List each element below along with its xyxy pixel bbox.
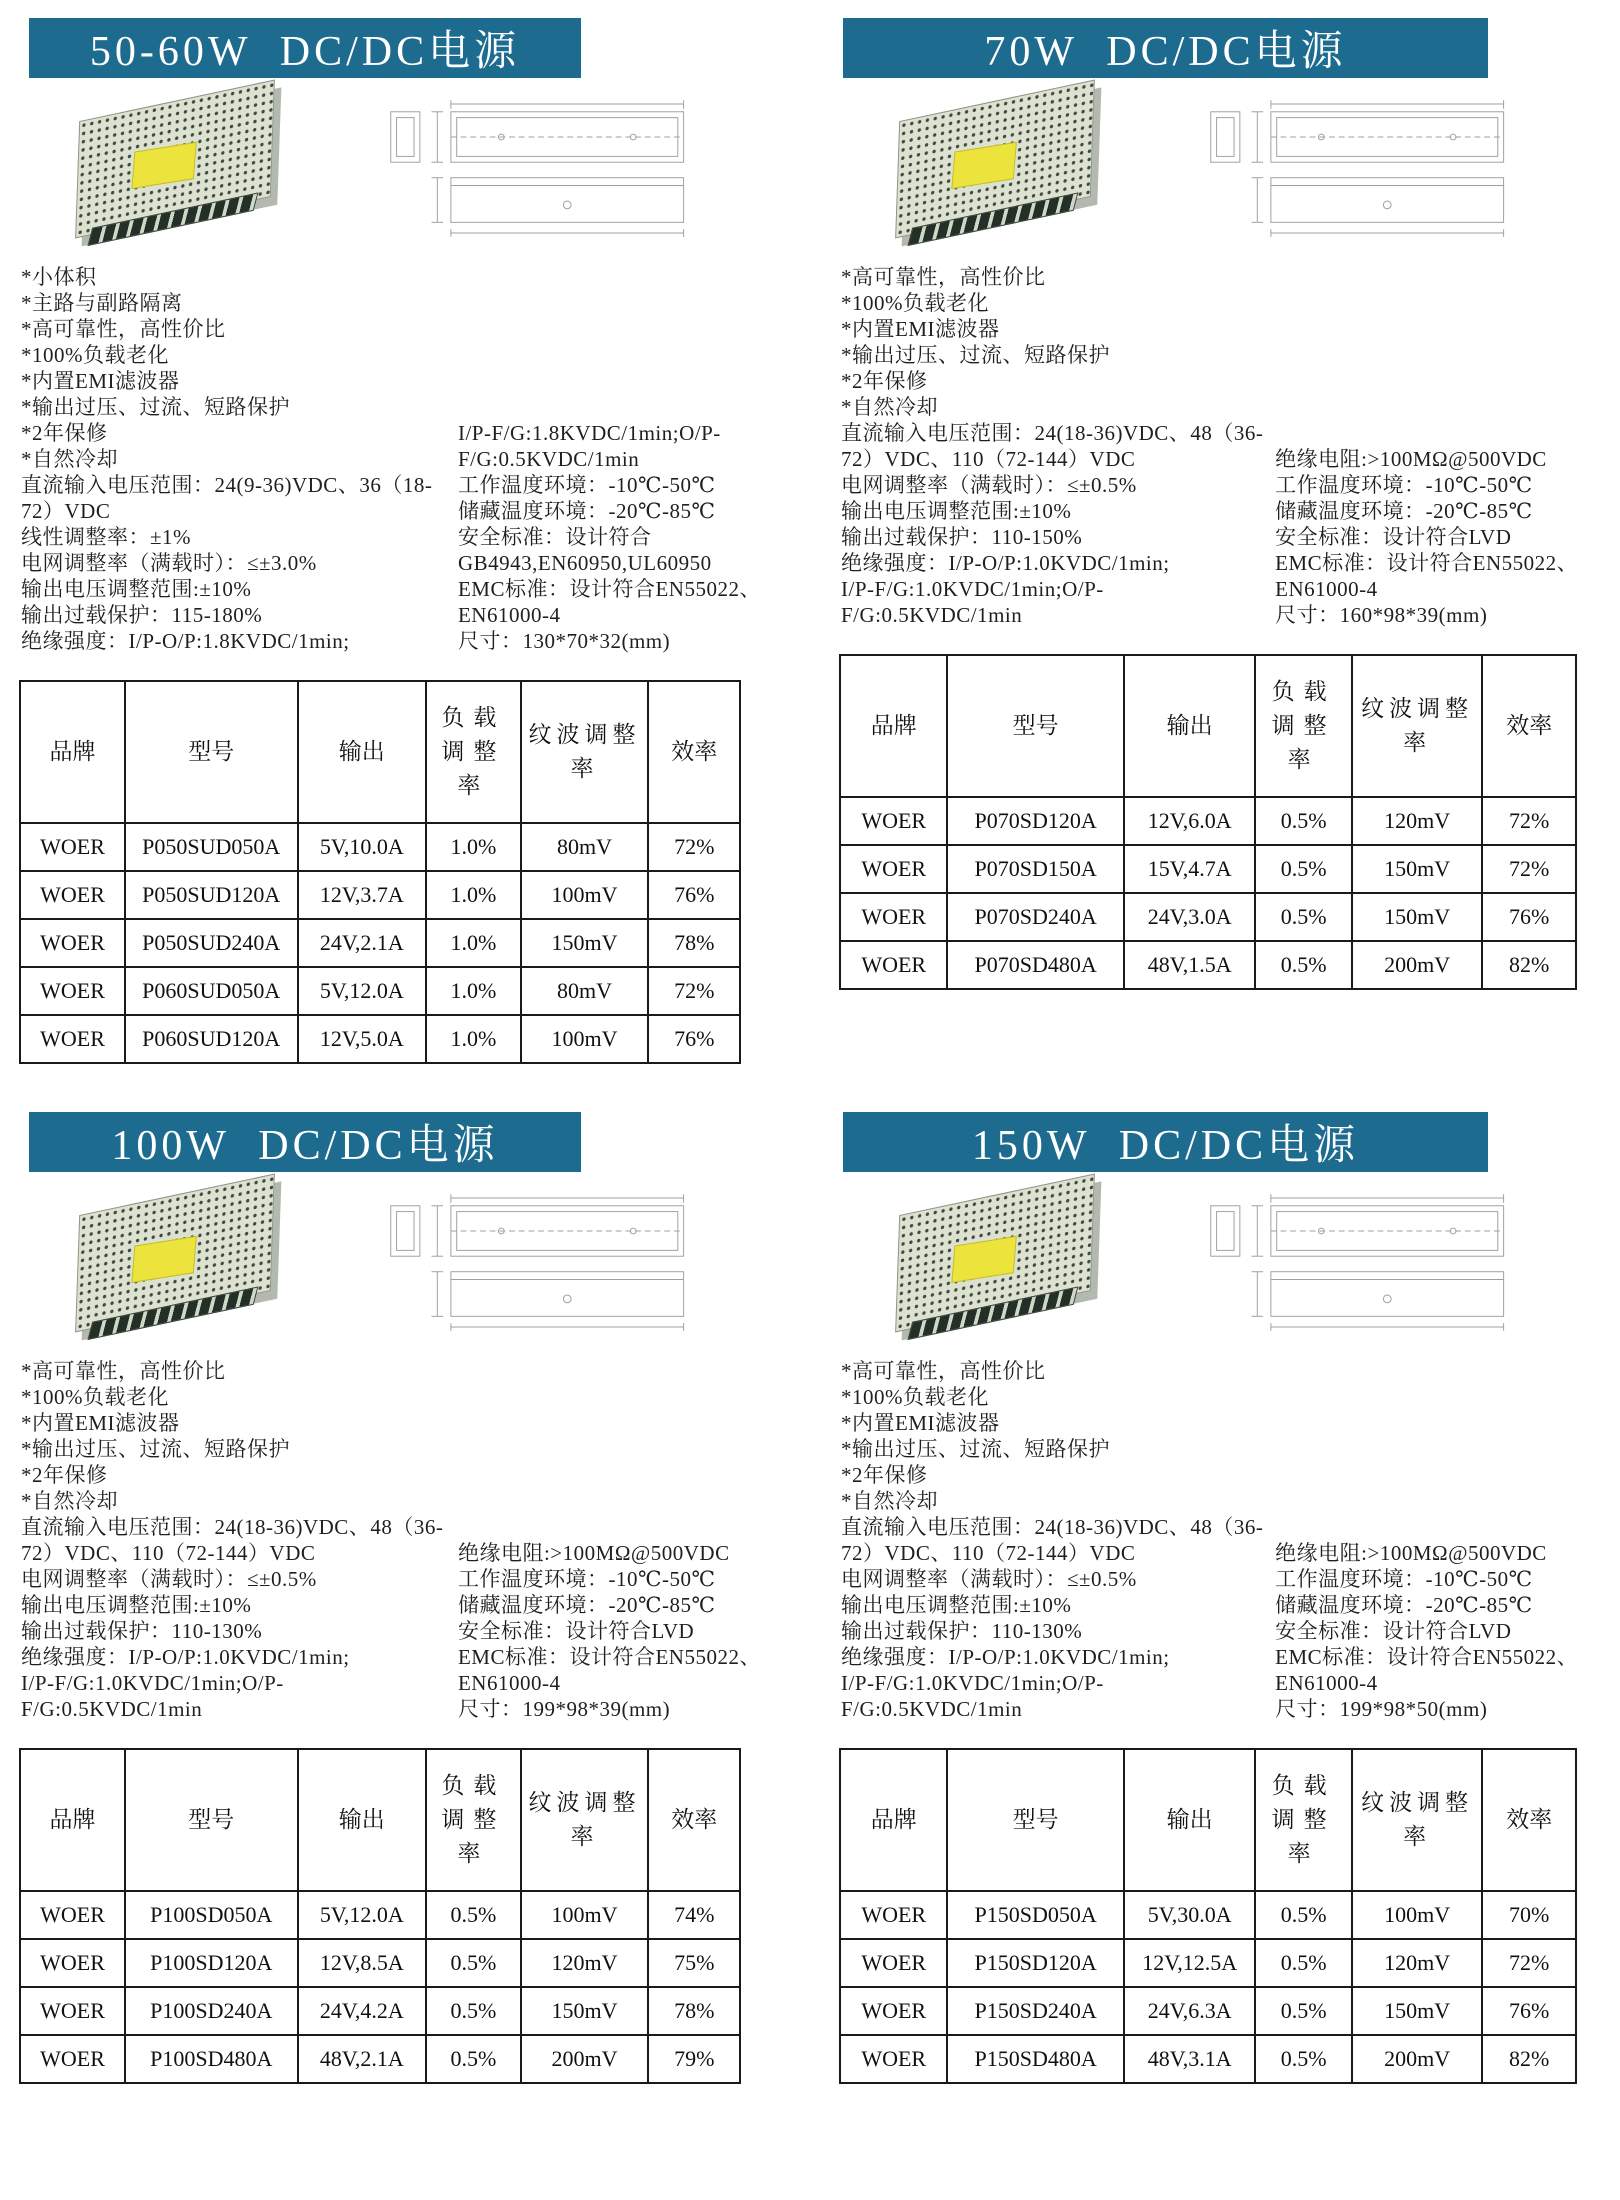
table-cell: 74% [648,1891,740,1939]
table-cell: 0.5% [1255,2035,1351,2083]
table-cell: WOER [20,1891,125,1939]
spec-line: 绝缘电阻:>100MΩ@500VDC [1275,447,1547,471]
spec-line: 储藏温度环境：-20℃-85℃ [1275,1593,1533,1617]
table-cell: 48V,3.1A [1124,2035,1256,2083]
table-cell: 80mV [521,823,649,871]
section-title-bar [843,18,1488,78]
feature-line: *内置EMI滤波器 [841,317,1000,341]
product-section [15,1112,795,2084]
table-header-cell: 输出 [298,681,427,823]
table-cell: 48V,1.5A [1124,941,1256,989]
product-photo [41,1184,341,1336]
spec-line: 电网调整率（满载时）：≤±0.5% [21,1567,317,1591]
table-cell: 75% [648,1939,740,1987]
table-cell: WOER [20,919,125,967]
psu-case-image [895,79,1095,238]
table-cell: 12V,5.0A [298,1015,427,1063]
spec-line: I/P-F/G:1.0KVDC/1min;O/P-F/G:0.5KVDC/1min [841,1671,1104,1721]
spec-line: I/P-F/G:1.0KVDC/1min;O/P-F/G:0.5KVDC/1min [21,1671,284,1721]
table-cell: P070SD120A [947,797,1124,845]
table-header-cell: 效率 [1482,1749,1576,1891]
spec-line: 工作温度环境：-10℃-50℃ [1275,473,1533,497]
table-row [20,1015,740,1063]
table-cell: 24V,6.3A [1124,1987,1256,2035]
table-row [840,1891,1576,1939]
table-head [840,1749,1576,1891]
feature-line: *高可靠性，高性价比 [21,1359,226,1383]
feature-line: *2年保修 [21,421,108,445]
spec-line: 输出过载保护：110-130% [841,1619,1083,1643]
psu-yellow-label [951,142,1017,189]
table-cell: 100mV [521,1891,649,1939]
spec-line: 工作温度环境：-10℃-50℃ [457,473,716,497]
table-cell: 200mV [1352,941,1483,989]
spec-line: 直流输入电压范围：24(18-36)VDC、48（36-72）VDC、110（72-144）VDC [841,1515,1264,1565]
spec-line: EMC标准：设计符合EN55022、EN61000-4 [457,577,761,627]
table-row [840,1987,1576,2035]
table-cell: 12V,3.7A [298,871,427,919]
feature-list [841,264,1267,420]
section-title: 150W DC/DC电源 [971,1123,1360,1169]
psu-terminal-strip [87,192,258,246]
spec-line: 储藏温度环境：-20℃-85℃ [1275,499,1533,523]
spec-column-left [21,264,450,654]
spec-line: I/P-F/G:1.0KVDC/1min;O/P-F/G:0.5KVDC/1min [841,577,1104,627]
feature-line: *高可靠性，高性价比 [21,317,226,341]
spec-column-left [841,264,1267,628]
psu-case-image [75,79,275,238]
dimension-drawing [1203,1188,1523,1338]
table-cell: 72% [648,967,740,1015]
table-cell: 0.5% [1255,1987,1351,2035]
section-media [15,90,795,248]
table-cell: 0.5% [1255,845,1351,893]
spec-list-left [21,1514,450,1722]
feature-line: *内置EMI滤波器 [21,369,180,393]
feature-line: *自然冷却 [841,395,938,419]
feature-line: *主路与副路隔离 [21,291,183,315]
feature-line: *内置EMI滤波器 [21,1411,180,1435]
spec-line: 绝缘强度：I/P-O/P:1.0KVDC/1min; [841,551,1170,575]
table-cell: 150mV [1352,845,1483,893]
table-row [20,1987,740,2035]
table-cell: 5V,12.0A [298,1891,427,1939]
feature-line: *2年保修 [21,1463,108,1487]
feature-line: *100%负载老化 [841,291,989,315]
dimension-drawing [383,1188,703,1338]
table-cell: 70% [1482,1891,1576,1939]
table-cell: 76% [1482,1987,1576,2035]
table-cell: 100mV [521,871,649,919]
spec-line: 绝缘电阻:>100MΩ@500VDC [457,1541,730,1565]
product-table [19,1748,741,2084]
table-header-cell: 品牌 [20,681,125,823]
feature-line: *自然冷却 [21,1489,118,1513]
feature-line: *100%负载老化 [21,1385,169,1409]
table-cell: WOER [20,823,125,871]
spec-line: 电网调整率（满载时）：≤±3.0% [21,551,317,575]
table-cell: 0.5% [1255,1891,1351,1939]
table-cell: P060SUD120A [125,1015,298,1063]
feature-line: *自然冷却 [21,447,118,471]
table-head [20,1749,740,1891]
section-title: 50-60W DC/DC电源 [89,29,521,75]
table-row [840,845,1576,893]
spec-line: 输出过载保护：110-130% [21,1619,263,1643]
table-cell: 15V,4.7A [1124,845,1256,893]
psu-terminal-strip [907,192,1078,246]
spec-line: EMC标准：设计符合EN55022、EN61000-4 [1275,1645,1579,1695]
table-cell: 72% [1482,1939,1576,1987]
table-cell: 200mV [521,2035,649,2083]
table-cell: 78% [648,919,740,967]
spec-line: 输出过载保护：115-180% [21,603,263,627]
table-cell: WOER [840,797,947,845]
spec-line: 尺寸：199*98*50(mm) [1275,1697,1488,1721]
table-header-cell: 品牌 [20,1749,125,1891]
table-cell: 150mV [521,1987,649,2035]
product-table [19,680,741,1064]
table-body [840,797,1576,989]
spec-line: 线性调整率：±1% [21,525,192,549]
spec-line: 尺寸：199*98*39(mm) [457,1697,671,1721]
table-header-cell: 型号 [125,681,298,823]
spec-line: 电网调整率（满载时）：≤±0.5% [841,1567,1137,1591]
table-cell: P100SD240A [125,1987,298,2035]
table-cell: 5V,12.0A [298,967,427,1015]
spec-list-right [1275,1540,1610,1722]
section-spec-text [835,1358,1610,1722]
table-body [20,1891,740,2083]
table-row [20,1891,740,1939]
table-cell: P150SD240A [947,1987,1124,2035]
table-cell: P060SUD050A [125,967,298,1015]
table-cell: 24V,4.2A [298,1987,427,2035]
table-cell: WOER [840,1987,947,2035]
section-title-bar [29,1112,581,1172]
spec-line: 尺寸：160*98*39(mm) [1275,603,1488,627]
section-title-bar [29,18,581,78]
table-cell: 72% [1482,797,1576,845]
product-section [835,1112,1610,2084]
section-spec-text [15,1358,795,1722]
section-title-bar [843,1112,1488,1172]
table-cell: 72% [1482,845,1576,893]
table-header-row [840,1749,1576,1891]
table-cell: 24V,2.1A [298,919,427,967]
table-cell: WOER [840,845,947,893]
feature-line: *输出过压、过流、短路保护 [841,343,1110,367]
psu-terminal-strip [907,1286,1078,1340]
spec-line: 直流输入电压范围：24(18-36)VDC、48（36-72）VDC、110（72-144）VDC [21,1515,444,1565]
table-header-cell: 纹波调整率 [1352,1749,1483,1891]
spec-line: 输出过载保护：110-150% [841,525,1083,549]
section-title: 100W DC/DC电源 [111,1123,499,1169]
spec-line: EMC标准：设计符合EN55022、EN61000-4 [457,1645,761,1695]
table-cell: 76% [1482,893,1576,941]
table-cell: 150mV [1352,1987,1483,2035]
table-row [840,893,1576,941]
spec-line: 工作温度环境：-10℃-50℃ [457,1567,716,1591]
table-cell: 78% [648,1987,740,2035]
product-photo [861,90,1161,242]
table-header-cell: 品牌 [840,1749,947,1891]
psu-yellow-label [131,1236,197,1283]
spec-line: 储藏温度环境：-20℃-85℃ [457,1593,716,1617]
table-cell: 1.0% [426,823,521,871]
feature-line: *高可靠性，高性价比 [841,265,1046,289]
spec-line: 尺寸：130*70*32(mm) [457,629,671,653]
table-body [20,823,740,1063]
table-cell: 120mV [1352,797,1483,845]
feature-line: *输出过压、过流、短路保护 [841,1437,1110,1461]
table-cell: 24V,3.0A [1124,893,1256,941]
table-cell: 1.0% [426,871,521,919]
table-cell: 1.0% [426,1015,521,1063]
feature-list [21,264,450,472]
product-photo [41,90,341,242]
table-cell: 12V,12.5A [1124,1939,1256,1987]
table-cell: WOER [840,941,947,989]
table-cell: 76% [648,1015,740,1063]
spec-list-right [458,1540,795,1722]
table-cell: 76% [648,871,740,919]
spec-line: 输出电压调整范围:±10% [841,499,1072,523]
table-cell: 150mV [1352,893,1483,941]
table-row [840,2035,1576,2083]
table-row [840,797,1576,845]
table-cell: WOER [840,1891,947,1939]
table-cell: WOER [840,1939,947,1987]
table-cell: 5V,10.0A [298,823,427,871]
feature-list [21,1358,450,1514]
spec-line: 输出电压调整范围:±10% [21,1593,252,1617]
table-cell: P100SD480A [125,2035,298,2083]
table-cell: 0.5% [426,1891,521,1939]
spec-line: 直流输入电压范围：24(9-36)VDC、36（18-72）VDC [21,473,433,523]
table-row [20,2035,740,2083]
table-cell: P100SD050A [125,1891,298,1939]
table-header-cell: 品牌 [840,655,947,797]
feature-line: *2年保修 [841,1463,928,1487]
spec-line: 绝缘强度：I/P-O/P:1.8KVDC/1min; [21,629,350,653]
table-cell: P050SUD120A [125,871,298,919]
spec-line: 安全标准：设计符合GB4943,EN60950,UL60950 [457,525,712,575]
table-header-cell: 负载调整率 [426,681,521,823]
table-cell: 82% [1482,2035,1576,2083]
table-cell: 0.5% [1255,941,1351,989]
table-header-cell: 输出 [1124,1749,1256,1891]
table-cell: P070SD150A [947,845,1124,893]
table-cell: 48V,2.1A [298,2035,427,2083]
table-cell: 82% [1482,941,1576,989]
spec-line: 安全标准：设计符合LVD [1275,1619,1512,1643]
feature-list [841,1358,1267,1514]
table-header-cell: 纹波调整率 [521,1749,649,1891]
table-header-cell: 负载调整率 [1255,655,1351,797]
psu-case-image [895,1173,1095,1332]
feature-line: *小体积 [21,265,97,289]
table-cell: P150SD120A [947,1939,1124,1987]
product-photo [861,1184,1161,1336]
table-cell: P070SD240A [947,893,1124,941]
table-cell: 120mV [1352,1939,1483,1987]
feature-line: *输出过压、过流、短路保护 [21,395,290,419]
table-cell: 0.5% [426,1939,521,1987]
table-header-cell: 型号 [125,1749,298,1891]
section-media [835,90,1610,248]
spec-list-left [21,472,450,654]
table-header-cell: 纹波调整率 [1352,655,1483,797]
table-cell: P100SD120A [125,1939,298,1987]
spec-column-left [21,1358,450,1722]
table-header-cell: 型号 [947,1749,1124,1891]
spec-list-right [458,420,795,654]
table-header-cell: 负载调整率 [426,1749,521,1891]
table-cell: P050SUD050A [125,823,298,871]
spec-column-left [841,1358,1267,1722]
table-cell: P050SUD240A [125,919,298,967]
table-header-cell: 输出 [1124,655,1256,797]
feature-line: *100%负载老化 [841,1385,989,1409]
feature-line: *自然冷却 [841,1489,938,1513]
spec-line: 电网调整率（满载时）：≤±0.5% [841,473,1137,497]
table-body [840,1891,1576,2083]
spec-line: 绝缘强度：I/P-O/P:1.0KVDC/1min; [21,1645,350,1669]
table-cell: 5V,30.0A [1124,1891,1256,1939]
table-row [20,1939,740,1987]
table-cell: 120mV [521,1939,649,1987]
product-table [839,654,1577,990]
table-cell: 0.5% [426,2035,521,2083]
table-cell: P070SD480A [947,941,1124,989]
spec-line: 储藏温度环境：-20℃-85℃ [457,499,716,523]
psu-yellow-label [131,142,197,189]
table-cell: 0.5% [1255,797,1351,845]
table-cell: 1.0% [426,967,521,1015]
feature-line: *2年保修 [841,369,928,393]
table-cell: WOER [20,1939,125,1987]
table-cell: WOER [840,893,947,941]
table-row [20,823,740,871]
spec-line: 绝缘电阻:>100MΩ@500VDC [1275,1541,1547,1565]
spec-list-left [841,1514,1267,1722]
table-cell: 200mV [1352,2035,1483,2083]
product-table [839,1748,1577,2084]
table-cell: 79% [648,2035,740,2083]
table-header-cell: 型号 [947,655,1124,797]
table-cell: 80mV [521,967,649,1015]
table-header-cell: 效率 [648,1749,740,1891]
table-cell: WOER [20,2035,125,2083]
spec-line: 输出电压调整范围:±10% [21,577,252,601]
table-cell: WOER [20,967,125,1015]
table-cell: 72% [648,823,740,871]
spec-line: 输出电压调整范围:±10% [841,1593,1072,1617]
table-header-row [840,655,1576,797]
section-media [15,1184,795,1342]
table-header-cell: 纹波调整率 [521,681,649,823]
product-section [15,18,795,1064]
psu-yellow-label [951,1236,1017,1283]
table-row [20,967,740,1015]
section-spec-text [835,264,1610,628]
table-row [840,1939,1576,1987]
feature-line: *100%负载老化 [21,343,169,367]
table-cell: WOER [840,2035,947,2083]
table-cell: WOER [20,1015,125,1063]
table-head [840,655,1576,797]
dimension-drawing [1203,94,1523,244]
table-header-cell: 输出 [298,1749,427,1891]
psu-case-image [75,1173,275,1332]
table-header-cell: 效率 [648,681,740,823]
feature-line: *内置EMI滤波器 [841,1411,1000,1435]
table-header-cell: 效率 [1482,655,1576,797]
section-spec-text [15,264,795,654]
table-cell: 12V,8.5A [298,1939,427,1987]
spec-line: 安全标准：设计符合LVD [1275,525,1512,549]
table-cell: WOER [20,1987,125,2035]
table-cell: 1.0% [426,919,521,967]
table-cell: 0.5% [1255,1939,1351,1987]
product-section [835,18,1610,990]
table-row [840,941,1576,989]
spec-line: 直流输入电压范围：24(18-36)VDC、48（36-72）VDC、110（72-144）VDC [841,421,1264,471]
spec-line: 安全标准：设计符合LVD [457,1619,695,1643]
table-cell: 150mV [521,919,649,967]
table-cell: 100mV [521,1015,649,1063]
section-title: 70W DC/DC电源 [984,29,1347,75]
table-cell: 0.5% [426,1987,521,2035]
table-cell: 0.5% [1255,893,1351,941]
table-cell: 100mV [1352,1891,1483,1939]
psu-terminal-strip [87,1286,258,1340]
spec-line: 绝缘强度：I/P-O/P:1.0KVDC/1min; [841,1645,1170,1669]
table-cell: P150SD480A [947,2035,1124,2083]
spec-list-right [1275,446,1610,628]
feature-line: *高可靠性，高性价比 [841,1359,1046,1383]
spec-line: I/P-F/G:1.8KVDC/1min;O/P-F/G:0.5KVDC/1min [457,421,721,471]
spec-list-left [841,420,1267,628]
feature-line: *输出过压、过流、短路保护 [21,1437,290,1461]
section-media [835,1184,1610,1342]
table-cell: P150SD050A [947,1891,1124,1939]
table-header-row [20,1749,740,1891]
table-row [20,871,740,919]
dimension-drawing [383,94,703,244]
table-header-cell: 负载调整率 [1255,1749,1351,1891]
spec-line: 工作温度环境：-10℃-50℃ [1275,1567,1533,1591]
table-head [20,681,740,823]
table-row [20,919,740,967]
table-cell: WOER [20,871,125,919]
spec-line: EMC标准：设计符合EN55022、EN61000-4 [1275,551,1579,601]
table-header-row [20,681,740,823]
table-cell: 12V,6.0A [1124,797,1256,845]
